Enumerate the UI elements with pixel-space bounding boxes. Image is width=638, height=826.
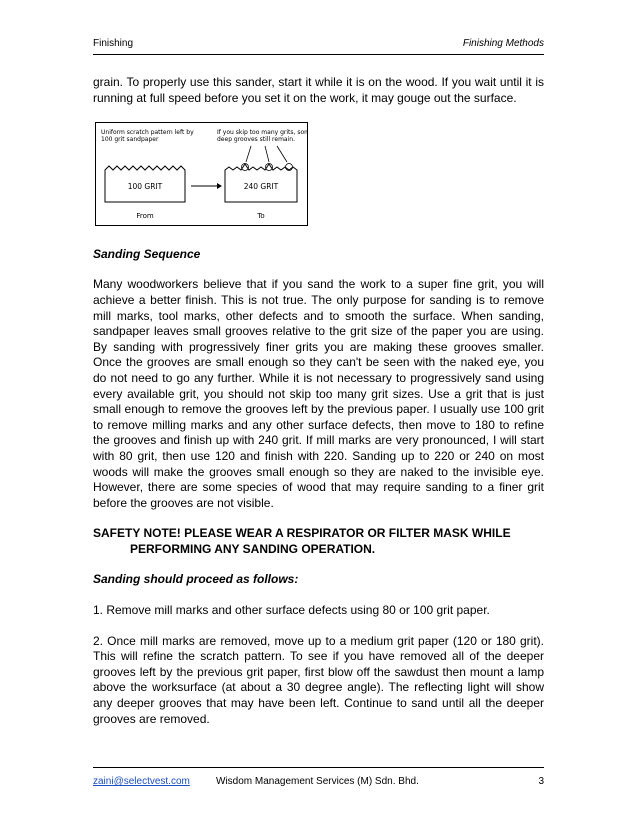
header-right: Finishing Methods: [462, 38, 544, 49]
header-left: Finishing: [93, 38, 134, 49]
caption-from: From: [136, 212, 154, 221]
footer-company: Wisdom Management Services (M) Sdn. Bhd.: [216, 776, 419, 787]
arrow-head-icon: [217, 183, 222, 189]
page-number: 3: [538, 776, 544, 787]
footer-email-link[interactable]: zaini@selectvest.com: [93, 776, 190, 787]
safety-line-1: SAFETY NOTE! PLEASE WEAR A RESPIRATOR OR FILTER MASK WHILE: [93, 526, 511, 541]
pointer-line: [277, 146, 287, 162]
safety-line-2: PERFORMING ANY SANDING OPERATION.: [130, 541, 376, 556]
step-2: 2. Once mill marks are removed, move up to a medium grit paper (120 or 180 grit). This will refine the scratch pattern. To see if you have removed all of the deeper grooves left by the previous grit paper, first blow off the sawdust then mount a lamp above the worksurface (at about a 30 degree angle). The reflecting light will show any deeper grooves that may have been left. Continue to sand until all the deeper grooves are removed.: [93, 633, 544, 726]
figure-label-left-2: 100 grit sandpaper: [101, 136, 159, 144]
footer: [93, 776, 544, 787]
header-rule: [93, 54, 544, 55]
pointer-line: [265, 146, 269, 162]
figure-label-right-1: If you skip too many grits, some: [217, 129, 308, 137]
intro-paragraph: grain. To properly use this sander, start it while it is on the wood. If you wait until it is running at full speed before you set it on the work, it may gouge out the surface.: [93, 75, 544, 105]
step-1: 1. Remove mill marks and other surface defects using 80 or 100 grit paper.: [93, 603, 490, 618]
figure-label-right-2: deep grooves still remain.: [217, 136, 295, 144]
sanding-diagram: [95, 122, 308, 226]
board-100-label: 100 GRIT: [127, 182, 163, 192]
steps-heading: Sanding should proceed as follows:: [93, 572, 299, 587]
section-title: Sanding Sequence: [93, 246, 201, 261]
pointer-line: [246, 146, 251, 162]
caption-to: To: [257, 212, 265, 221]
figure-label-left-1: Uniform scratch pattern left by: [101, 129, 194, 137]
safety-note: [93, 526, 544, 557]
board-240-label: 240 GRIT: [243, 182, 279, 192]
footer-rule: [93, 767, 544, 768]
body-paragraph: Many woodworkers believe that if you sand the work to a super fine grit, you will achieve a better finish. This is not true. The only purpose for sanding is to remove mill marks, tool marks, other defects and to smooth the surface. When sanding, sandpaper leaves small grooves relative to the grit size of the paper you are using. By sanding with progressively finer grits you are making these grooves smaller. Once the grooves are small enough so they can't be seen with the naked eye, you do not need to go any further. While it is not necessary to progressively sand using every available grit, you should not skip too many grit sizes. Use a grit that is just small enough to remove the grooves left by the previous paper. I usually use 100 grit to remove milling marks and any other surface defects, then move to 180 to refine the grooves and finish up with 240 grit. If mill marks are very pronounced, I will start with 80 grit, then use 120 and finish with 220. Sanding up to 220 or 240 on most woods will make the grooves small enough so they are naked to the invisible eye. However, there are some species of wood that may require sanding to a finer grit before the grooves are not visible.: [93, 277, 544, 510]
content: [93, 75, 544, 727]
